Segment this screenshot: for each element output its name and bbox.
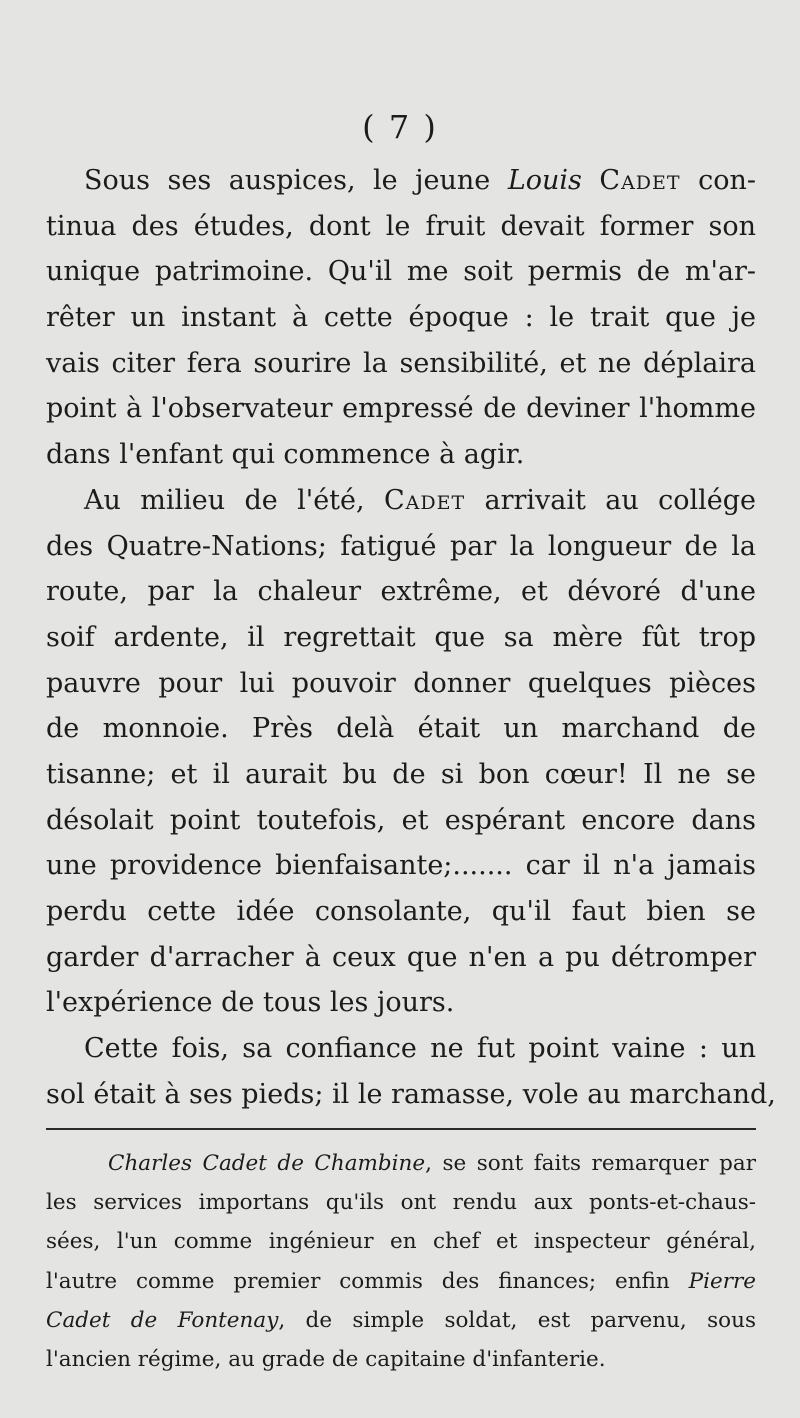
text-line: tisanne; et il aurait bu de si bon cœur! Il ne se xyxy=(46,758,756,790)
text-span: con- xyxy=(680,165,756,196)
text-line: vais citer fera sourire la sensibilité, et ne déplaira xyxy=(46,347,756,379)
italic-name: Cadet de Fontenay xyxy=(46,1307,279,1333)
main-text xyxy=(46,158,776,1117)
text-line: route, par la chaleur extrême, et dévoré d'une xyxy=(46,576,756,608)
footnote-line xyxy=(46,1144,756,1183)
italic-name: Charles Cadet de Chambine xyxy=(108,1151,426,1176)
small-caps-name: Cadet xyxy=(383,484,466,516)
footnote-line: sées, l'un comme ingénieur en chef et inspecteur général, xyxy=(46,1229,756,1255)
text-span: l'autre comme premier commis des finances; enfin xyxy=(46,1268,689,1294)
small-caps-name: Cadet xyxy=(599,165,681,196)
footnote-line: les services importans qu'ils ont rendu aux ponts-et-chaus- xyxy=(46,1190,756,1216)
text-line: unique patrimoine. Qu'il me soit permis de m'ar- xyxy=(46,256,756,288)
text-span: Sous ses auspices, le jeune xyxy=(84,165,508,196)
text-span xyxy=(582,165,600,196)
text-line: rêter un instant à cette époque : le trait que je xyxy=(46,302,756,334)
text-line: garder d'arracher à ceux que n'en a pu détromper xyxy=(46,941,756,973)
text-line: une providence bienfaisante;....... car il n'a jamais xyxy=(46,850,756,882)
text-span: arrivait au collége xyxy=(465,484,756,516)
text-line xyxy=(46,478,756,524)
text-line: l'expérience de tous les jours. xyxy=(46,987,455,1019)
text-line: perdu cette idée consolante, qu'il faut bien se xyxy=(46,896,756,927)
italic-name: Louis xyxy=(507,165,582,196)
text-line: des Quatre-Nations; fatigué par la longueur de la xyxy=(46,530,756,562)
text-span: , se sont faits remarquer par xyxy=(425,1151,756,1176)
text-line: point à l'observateur empressé de deviner l'homme xyxy=(46,393,756,425)
text-line: Cette fois, sa confiance ne fut point vaine : un xyxy=(84,1033,756,1065)
text-line: sol était à ses pieds; il le ramasse, vole au marchand, xyxy=(46,1078,776,1110)
text-line: désolait point toutefois, et espérant encore dans xyxy=(46,804,756,836)
footnote-line xyxy=(46,1301,756,1340)
footnote xyxy=(46,1144,756,1379)
text-line: dans l'enfant qui commence à agir. xyxy=(46,439,525,471)
text-line xyxy=(46,158,756,204)
footnote-line: l'ancien régime, au grade de capitaine d'infanterie. xyxy=(46,1346,606,1372)
text-line: tinua des études, dont le fruit devait former son xyxy=(46,210,756,242)
text-line: soif ardente, il regrettait que sa mère fût trop xyxy=(46,621,756,653)
page-number: ( 7 ) xyxy=(362,108,438,146)
footnote-divider xyxy=(46,1128,756,1130)
italic-name: Pierre xyxy=(688,1268,756,1294)
text-line: pauvre pour lui pouvoir donner quelques pièces xyxy=(46,667,756,699)
footnote-line xyxy=(46,1262,756,1301)
text-span: , de simple soldat, est parvenu, sous xyxy=(278,1307,756,1333)
text-line: de monnoie. Près delà était un marchand de xyxy=(46,713,756,745)
text-span: Au milieu de l'été, xyxy=(84,484,384,516)
